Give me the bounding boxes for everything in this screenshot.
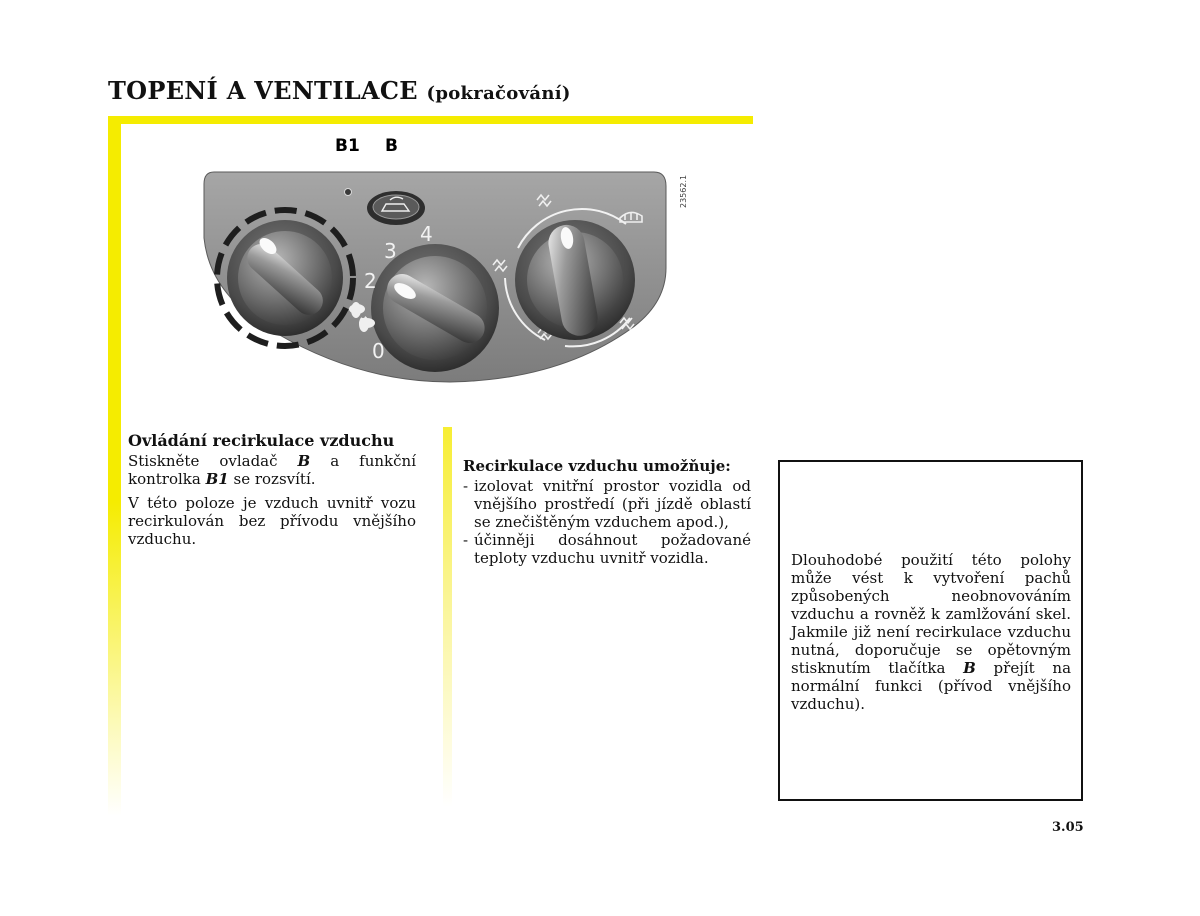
label-b1: B1	[335, 136, 360, 156]
figure-reference-code: 23562.1	[679, 174, 688, 208]
page-title	[108, 76, 571, 105]
recirculation-paragraph-2: V této poloze je vzduch uvnitř vozu recirkulován bez přívodu vnějšího vzduchu.	[128, 494, 416, 548]
recirculation-button[interactable]	[367, 191, 425, 225]
list-item: - izolovat vnitřní prostor vozidla od vnějšího prostředí (při jízdě oblastí se znečištěným vzduchem apod.),	[463, 477, 751, 531]
yellow-top-bar	[108, 116, 753, 124]
benefits-section	[463, 457, 751, 567]
warning-text: Dlouhodobé použití této polohy může vést k vytvoření pachů způsobených neobnovováním vzduchu a rovněž k zamlžování skel. Jakmile již není recirkulace vzduchu nutná, doporučuje se opětovným stisknutím tlačítka B přejít na normální funkci (přívod vnějšího vzduchu).	[791, 551, 1072, 713]
page-number: 3.05	[1052, 820, 1084, 835]
label-b: B	[385, 136, 398, 156]
benefits-list	[463, 477, 751, 567]
indicator-light-b1	[345, 189, 352, 196]
title-main: TOPENÍ A VENTILACE	[108, 76, 418, 105]
fan-speed-4: 4	[420, 222, 433, 246]
list-item: - účinněji dosáhnout požadované teploty vzduchu uvnitř vozidla.	[463, 531, 751, 567]
temperature-dial[interactable]	[515, 220, 635, 340]
fan-speed-dial[interactable]	[371, 244, 499, 372]
benefits-heading: Recirkulace vzduchu umožňuje:	[463, 457, 731, 475]
yellow-column-divider	[443, 427, 452, 807]
recirculation-section	[128, 432, 416, 554]
recirculation-paragraph-1: Stiskněte ovladač B a funkční kontrolka B1 se rozsvítí.	[128, 452, 416, 488]
recirculation-heading: Ovládání recirkulace vzduchu	[128, 431, 395, 450]
warning-box	[778, 460, 1083, 801]
heater-control-panel-figure	[200, 128, 700, 408]
yellow-left-bar	[108, 116, 121, 816]
fan-speed-3: 3	[384, 239, 397, 263]
fan-speed-0: 0	[372, 339, 385, 363]
title-subtitle: (pokračování)	[426, 83, 571, 104]
fan-speed-2: 2	[364, 269, 377, 293]
